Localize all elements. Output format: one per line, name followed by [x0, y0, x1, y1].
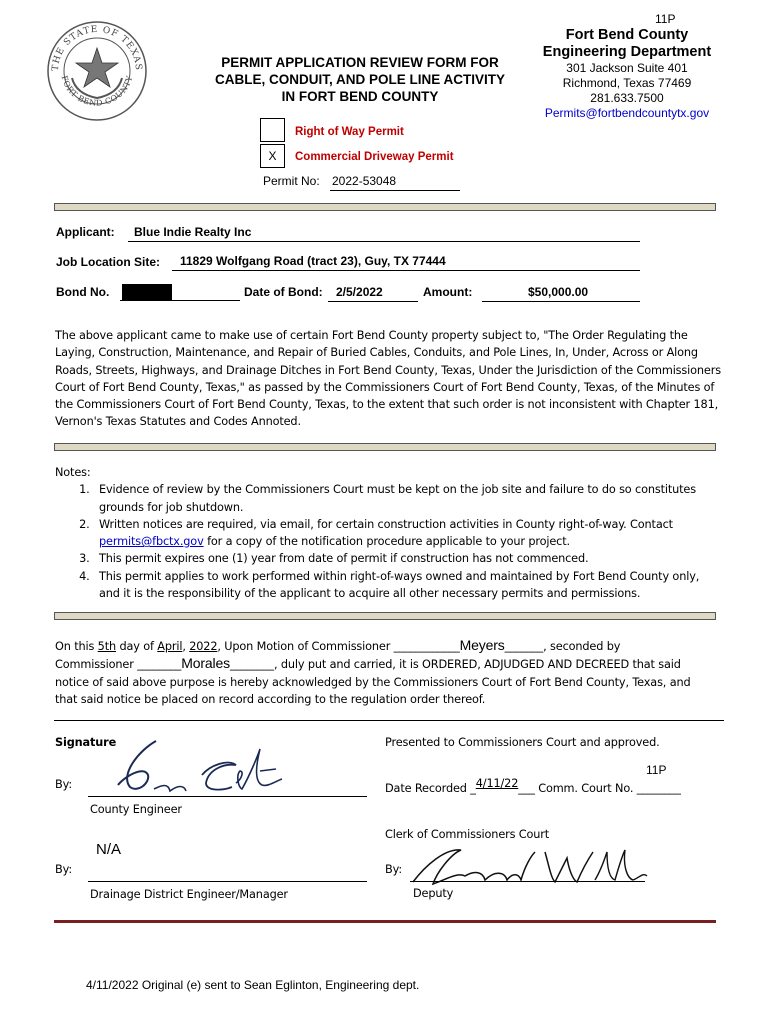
form-title: PERMIT APPLICATION REVIEW FORM FOR CABLE, CONDUIT, AND POLE LINE ACTIVITY IN FORT BEND COUNTY — [214, 55, 505, 104]
job-location-label: Job Location Site: — [56, 255, 161, 269]
dept-name: Fort Bend County — [565, 27, 689, 43]
date-recorded-row: Date Recorded _4/11/22___ Comm. Court No. ________ — [385, 777, 681, 795]
section-divider — [54, 612, 716, 620]
by-label-2: By: — [55, 863, 72, 876]
svg-text:THE STATE OF TEXAS: THE STATE OF TEXAS — [50, 24, 144, 72]
permit-no-value: 2022-53048 — [332, 174, 397, 188]
order-text: On this 5th day of April, 2022, Upon Motion of Commissioner ____________Meyers_______, seconded by Commissioner ________Morales________, duly put and carried, it is ORDERED, ADJUDGED AND DECREED that said notice of said above purpose is hereby acknowledged by the Commissioners Court of Fort Bend County, Texas, and that said notice be placed on record according to the regulation order thereof. — [55, 637, 691, 706]
bottom-rule — [54, 920, 716, 923]
applicant-value: Blue Indie Realty Inc — [134, 225, 252, 239]
by-label-3: By: — [385, 863, 402, 876]
court-code: 11P — [646, 763, 667, 777]
amount-value: $50,000.00 — [528, 285, 589, 299]
bond-date-value: 2/5/2022 — [336, 285, 383, 299]
section-divider — [54, 203, 716, 211]
footer-note: 4/11/2022 Original (e) sent to Sean Eglinton, Engineering dept. — [86, 978, 420, 992]
page-code: 11P — [655, 12, 676, 26]
county-engineer-label: County Engineer — [90, 803, 182, 816]
right-of-way-label: Right of Way Permit — [295, 126, 404, 138]
dept-address2: Richmond, Texas 77469 — [562, 76, 692, 90]
dept-address1: 301 Jackson Suite 401 — [566, 61, 688, 75]
section-divider — [54, 443, 716, 451]
motion-commissioner: Meyers — [459, 637, 505, 653]
drainage-signature-na: N/A — [96, 841, 122, 858]
svg-text:FORT BEND COUNTY: FORT BEND COUNTY — [59, 74, 135, 108]
signature-heading: Signature — [55, 736, 117, 749]
order-paragraph: The above applicant came to make use of certain Fort Bend County property subject to, "The Order Regulating the Laying, Construction, Maintenance, and Repair of Buried Cables, Conduits, and Pole Lines, In, Under, Across or Along Roads, Streets, Highways, and Drainage Ditches in Fort Bend County, Texas, Under the Jurisdiction of the Commissioners Court of Fort Bend County, Texas," as passed by the Commissioners Court of Fort Bend County, Texas, of the Minutes of the Commissioners Court of Fort Bend County, Texas, to the extent that such order is not inconsistent with Chapter 181, Vernon's Texas Statutes and Codes Annoted. — [55, 329, 721, 429]
county-engineer-signature — [110, 735, 290, 797]
deputy-label: Deputy — [413, 887, 454, 900]
permits-email-link[interactable]: permits@fbctx.gov — [99, 535, 204, 549]
separator-line — [54, 720, 724, 721]
second-commissioner: Morales — [181, 655, 230, 672]
county-seal — [46, 20, 148, 122]
dept-email[interactable]: Permits@fortbendcountytx.gov — [544, 106, 710, 120]
presented-text: Presented to Commissioners Court and approved. — [385, 736, 660, 749]
amount-label: Amount: — [423, 285, 473, 299]
drainage-engineer-label: Drainage District Engineer/Manager — [90, 888, 288, 901]
bond-no-label: Bond No. — [56, 285, 110, 299]
clerk-signature — [405, 842, 655, 890]
commercial-driveway-label: Commercial Driveway Permit — [295, 151, 454, 163]
permit-no-label: Permit No: — [263, 174, 320, 188]
by-label-1: By: — [55, 778, 72, 791]
job-location-value: 11829 Wolfgang Road (tract 23), Guy, TX 77444 — [180, 254, 446, 268]
notes-heading: Notes: — [55, 466, 91, 479]
date-recorded-value: 4/11/22 — [475, 777, 519, 790]
notes-section — [55, 464, 721, 602]
right-of-way-checkbox[interactable] — [260, 118, 285, 142]
dept-phone: 281.633.7500 — [590, 91, 664, 105]
commercial-driveway-checkbox[interactable]: X — [260, 144, 285, 168]
bond-date-label: Date of Bond: — [244, 285, 323, 299]
note-1: 1. Evidence of review by the Commissioners Court must be kept on the job site and failure to do so constitutes grounds for job shutdown. — [93, 481, 721, 516]
note-2: 2. Written notices are required, via email, for certain construction activities in County right-of-way. Contact permits@fbctx.gov for a copy of the notification procedure applicable to your project. — [93, 516, 721, 551]
note-3: 3. This permit expires one (1) year from date of permit if construction has not commenced. — [93, 550, 721, 567]
dept-sub: Engineering Department — [542, 44, 712, 60]
clerk-label: Clerk of Commissioners Court — [385, 828, 550, 841]
department-block — [530, 27, 724, 121]
applicant-label: Applicant: — [56, 225, 115, 239]
note-4: 4. This permit applies to work performed within right-of-ways owned and maintained by Fort Bend County only, and it is the responsibility of the applicant to acquire all other necessary permits and permissions. — [93, 568, 721, 603]
